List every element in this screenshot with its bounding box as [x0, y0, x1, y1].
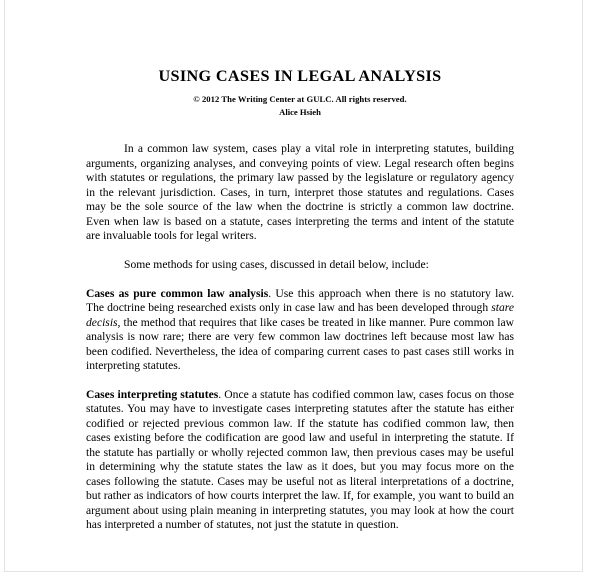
author-byline: Alice Hsieh: [279, 106, 321, 117]
body-run-cases-interpreting-statutes-1: . Once a statute has codified common law, cases focus on those statutes. You may have to investigate cases interpreting statutes after the statute has either codified or rejected previous common law. If the statute has codified common law, then cases existing before the codification are good law and useful in interpreting the statute. If the statute has partially or wholly rejected common law, then previous cases may be useful in determining why the statute states the law as it does, but you may focus more on the cases following the statute. Cases may be useful not as literal interpretations of a doctrine, but rather as indicators of how courts interpret the law. If, for example, you want to build an argument about using plain meaning in interpreting statutes, you may look at how the court has interpreted a number of statutes, not just the statute in question.: [86, 387, 514, 532]
document-title: USING CASES IN LEGAL ANALYSIS: [158, 67, 442, 85]
document-page: [4, 0, 583, 572]
paragraph-intro: In a common law system, cases play a vital role in interpreting statutes, building arguments, organizing analyses, and conveying points of view. Legal research often begins with statutes or regulations, the primary law passed by the legislature or regulatory agency in the relevant jurisdiction. Cases, in turn, interpret those statutes and regulations. Cases may be the sole source of the law when the doctrine is strictly a common law doctrine. Even when law is based on a statute, cases interpreting the terms and intent of the statute are invaluable tools for legal writers.: [86, 142, 514, 242]
heading-run-cases-interpreting-statutes: Cases interpreting statutes: [86, 387, 219, 401]
heading-run-pure-common-law-analysis: Cases as pure common law analysis: [86, 286, 269, 300]
paragraph-pure-common-law-analysis: [86, 287, 514, 374]
copyright-notice: © 2012 The Writing Center at GULC. All rights reserved.: [193, 93, 407, 104]
body-run-pure-common-law-2: the method that requires that like cases be treated in like manner. Pure common law analysis is now rare; there are very few common law doctrines left because most law has been codified. Nevertheless, the idea of comparing current cases to past cases still works in interpreting statutes.: [86, 315, 514, 373]
paragraph-methods-lead-in: Some methods for using cases, discussed in detail below, include:: [124, 257, 429, 271]
document-body: [86, 142, 514, 532]
body-run-pure-common-law-1: . Use this approach when there is no statutory law. The doctrine being researched exists only in case law and has been developed through: [86, 286, 514, 315]
italic-term-stare-decisis: stare decisis,: [86, 301, 514, 329]
document-content-area: [86, 0, 514, 532]
paragraph-cases-interpreting-statutes: [86, 388, 514, 533]
